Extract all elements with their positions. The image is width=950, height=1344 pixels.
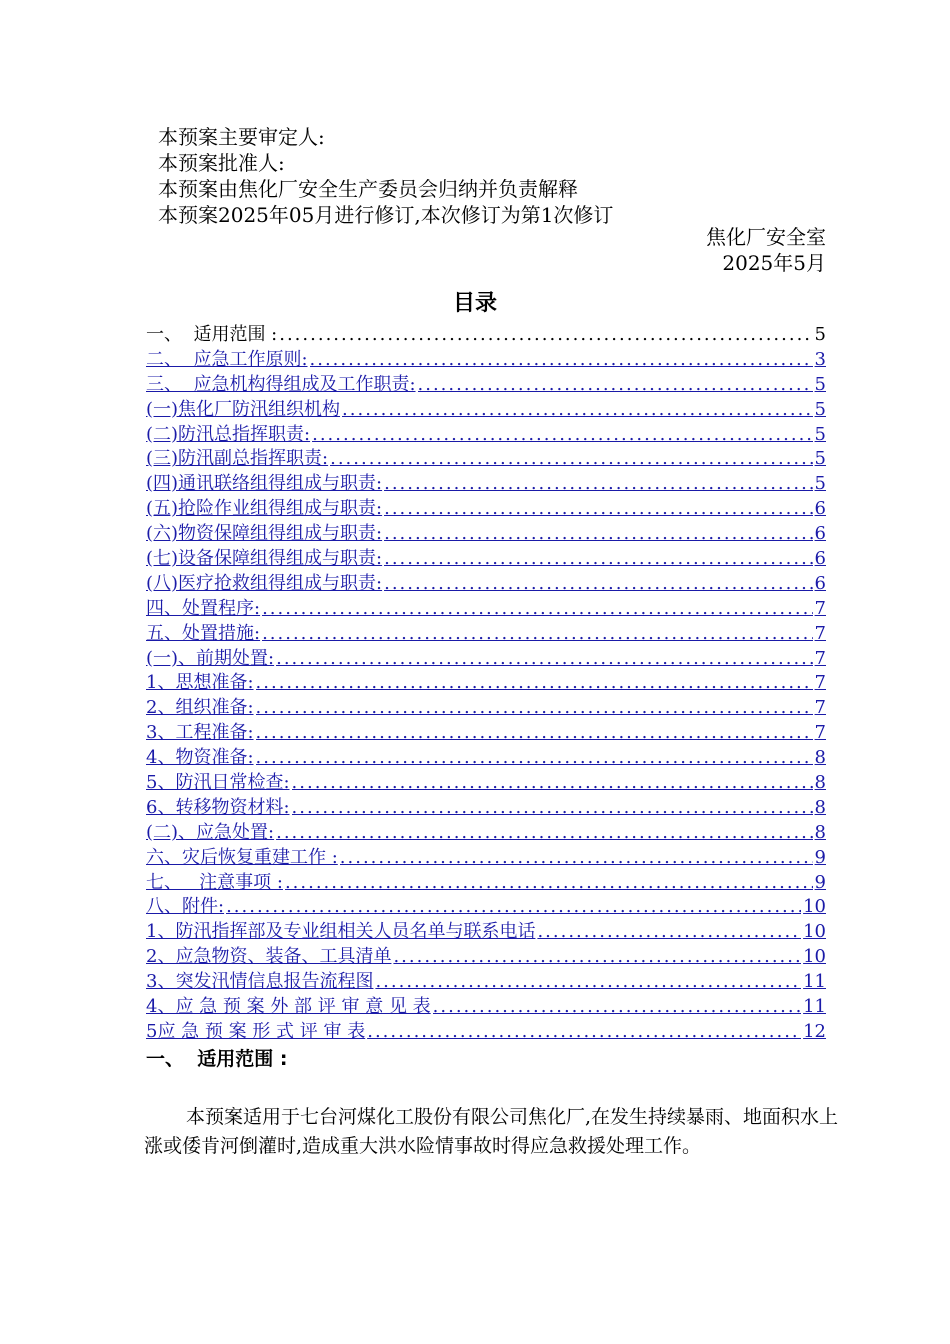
toc-entry[interactable]: [146, 323, 826, 348]
toc-entry[interactable]: [146, 348, 826, 373]
toc-entry-label: (一)焦化厂防汛组织机构: [146, 398, 341, 420]
toc-leader-dots: [276, 821, 812, 845]
toc-entry-page: 8: [814, 747, 826, 769]
toc-entry-page: 8: [814, 821, 826, 843]
toc-entry-page: 7: [814, 622, 826, 644]
toc-entry-label: 一、 适用范围 :: [146, 324, 278, 345]
toc-entry[interactable]: [146, 647, 826, 672]
toc-leader-dots: [285, 871, 813, 895]
toc-entry[interactable]: [146, 572, 826, 597]
toc-entry-label: 2、应急物资、装备、工具清单: [146, 946, 392, 968]
toc-entry-label: 二、 应急工作原则:: [146, 348, 308, 370]
toc-entry-page: 5: [814, 373, 826, 395]
toc-leader-dots: [262, 622, 812, 646]
toc-entry-label: (三)防汛副总指挥职责:: [146, 448, 329, 470]
toc-entry-page: 11: [803, 971, 826, 993]
toc-entry-page: 6: [814, 548, 826, 570]
toc-leader-dots: [384, 522, 812, 546]
signature-dept: 焦化厂安全室: [706, 225, 826, 249]
toc-leader-dots: [256, 721, 813, 745]
toc-entry-label: 5应 急 预 案 形 式 评 审 表: [146, 1020, 366, 1042]
toc-entry-label: 七、 注意事项 :: [146, 871, 283, 893]
toc-entry[interactable]: [146, 721, 826, 746]
toc-entry-label: 1、防汛指挥部及专业组相关人员名单与联系电话: [146, 921, 536, 943]
table-of-contents: [146, 323, 826, 1045]
toc-entry-page: 9: [814, 846, 826, 868]
toc-leader-dots: [262, 597, 812, 621]
toc-entry-page: 8: [814, 796, 826, 818]
toc-leader-dots: [312, 423, 812, 447]
toc-entry[interactable]: [146, 472, 826, 497]
toc-entry-label: (八)医疗抢救组得组成与职责:: [146, 572, 383, 594]
toc-entry[interactable]: [146, 895, 826, 920]
toc-entry[interactable]: [146, 522, 826, 547]
toc-entry[interactable]: [146, 821, 826, 846]
toc-entry[interactable]: [146, 846, 826, 871]
toc-leader-dots: [342, 398, 813, 422]
toc-entry-page: 10: [803, 946, 826, 968]
toc-leader-dots: [256, 696, 813, 720]
toc-entry-page: 7: [814, 647, 826, 669]
toc-entry-page: 7: [814, 697, 826, 719]
toc-entry-page: 7: [814, 672, 826, 694]
toc-entry[interactable]: [146, 447, 826, 472]
toc-leader-dots: [310, 348, 813, 372]
toc-entry-page: 6: [814, 498, 826, 520]
toc-leader-dots: [292, 796, 813, 820]
toc-entry-label: 4、物资准备:: [146, 747, 254, 769]
toc-entry[interactable]: [146, 696, 826, 721]
toc-leader-dots: [276, 647, 812, 671]
toc-entry-page: 10: [803, 921, 826, 943]
signature-block: [706, 224, 826, 276]
toc-entry-label: 3、工程准备:: [146, 722, 254, 744]
toc-leader-dots: [537, 920, 801, 944]
toc-title: 目录: [452, 291, 497, 316]
toc-entry[interactable]: [146, 995, 826, 1020]
toc-entry-label: 六、灾后恢复重建工作 :: [146, 846, 338, 868]
meta-approver: 本预案批准人:: [158, 151, 285, 175]
toc-entry[interactable]: [146, 771, 826, 796]
toc-leader-dots: [384, 472, 812, 496]
toc-leader-dots: [340, 846, 813, 870]
toc-entry[interactable]: [146, 871, 826, 896]
meta-reviewer: 本预案主要审定人:: [158, 125, 325, 149]
toc-leader-dots: [393, 945, 801, 969]
toc-leader-dots: [375, 970, 801, 994]
toc-entry[interactable]: [146, 547, 826, 572]
toc-entry-label: 八、附件:: [146, 896, 225, 918]
toc-entry[interactable]: [146, 373, 826, 398]
toc-entry[interactable]: [146, 945, 826, 970]
section-paragraph: 本预案适用于七台河煤化工股份有限公司焦化厂,在发生持续暴雨、地面积水上涨或倭肯河倒灌时,造成重大洪水险情事故时得应急救援处理工作。: [144, 1106, 839, 1157]
toc-entry-page: 5: [814, 448, 826, 470]
toc-leader-dots: [256, 671, 813, 695]
toc-entry[interactable]: [146, 671, 826, 696]
toc-entry[interactable]: [146, 597, 826, 622]
toc-entry-page: 7: [814, 722, 826, 744]
toc-entry-page: 10: [803, 896, 826, 918]
toc-entry[interactable]: [146, 497, 826, 522]
toc-entry-page: 5: [814, 398, 826, 420]
toc-entry[interactable]: [146, 920, 826, 945]
toc-entry-label: 四、处置程序:: [146, 597, 261, 619]
toc-entry-label: (一)、前期处置:: [146, 647, 275, 669]
toc-leader-dots: [292, 771, 813, 795]
signature-date: 2025年5月: [722, 251, 826, 275]
toc-leader-dots: [367, 1020, 801, 1044]
toc-entry-label: 4、应 急 预 案 外 部 评 审 意 见 表: [146, 996, 431, 1018]
toc-entry-label: (二)、应急处置:: [146, 821, 275, 843]
toc-entry-page: 6: [814, 572, 826, 594]
toc-entry-page: 3: [814, 348, 826, 370]
toc-leader-dots: [433, 995, 801, 1019]
toc-entry[interactable]: [146, 398, 826, 423]
toc-entry-page: 8: [814, 772, 826, 794]
toc-entry-label: 3、突发汛情信息报告流程图: [146, 971, 374, 993]
toc-entry-label: 五、处置措施:: [146, 622, 261, 644]
toc-entry[interactable]: [146, 746, 826, 771]
toc-entry-page: 12: [803, 1020, 826, 1042]
toc-leader-dots: [226, 895, 801, 919]
toc-leader-dots: [384, 497, 812, 521]
toc-entry-page: 6: [814, 523, 826, 545]
toc-entry[interactable]: [146, 622, 826, 647]
toc-entry-page: 11: [803, 996, 826, 1018]
toc-entry-page: 5: [814, 423, 826, 445]
section-heading: 一、 适用范围 :: [146, 1048, 288, 1070]
toc-leader-dots: [384, 547, 812, 571]
toc-entry-label: 5、防汛日常检查:: [146, 772, 290, 794]
toc-leader-dots: [330, 447, 812, 471]
toc-entry-label: (六)物资保障组得组成与职责:: [146, 523, 383, 545]
toc-entry-page: 9: [814, 871, 826, 893]
toc-entry-label: 6、转移物资材料:: [146, 796, 290, 818]
toc-entry[interactable]: [146, 970, 826, 995]
toc-entry[interactable]: [146, 423, 826, 448]
meta-revision: 本预案2025年05月进行修订,本次修订为第1次修订: [158, 203, 614, 227]
toc-leader-dots: [256, 746, 813, 770]
toc-entry-page: 5: [814, 473, 826, 495]
toc-leader-dots: [418, 373, 813, 397]
toc-leader-dots: [384, 572, 812, 596]
toc-entry-page: 5: [814, 324, 826, 345]
toc-entry-label: 2、组织准备:: [146, 697, 254, 719]
toc-leader-dots: [279, 323, 812, 347]
toc-entry[interactable]: [146, 796, 826, 821]
toc-entry-page: 7: [814, 597, 826, 619]
toc-entry-label: 1、思想准备:: [146, 672, 254, 694]
toc-entry-label: 三、 应急机构得组成及工作职责:: [146, 373, 416, 395]
toc-entry-label: (四)通讯联络组得组成与职责:: [146, 473, 383, 495]
meta-interpretation: 本预案由焦化厂安全生产委员会归纳并负责解释: [158, 177, 578, 201]
toc-entry[interactable]: [146, 1020, 826, 1045]
toc-entry-label: (二)防汛总指挥职责:: [146, 423, 311, 445]
toc-entry-label: (七)设备保障组得组成与职责:: [146, 548, 383, 570]
toc-entry-label: (五)抢险作业组得组成与职责:: [146, 498, 383, 520]
document-meta: [158, 124, 613, 228]
